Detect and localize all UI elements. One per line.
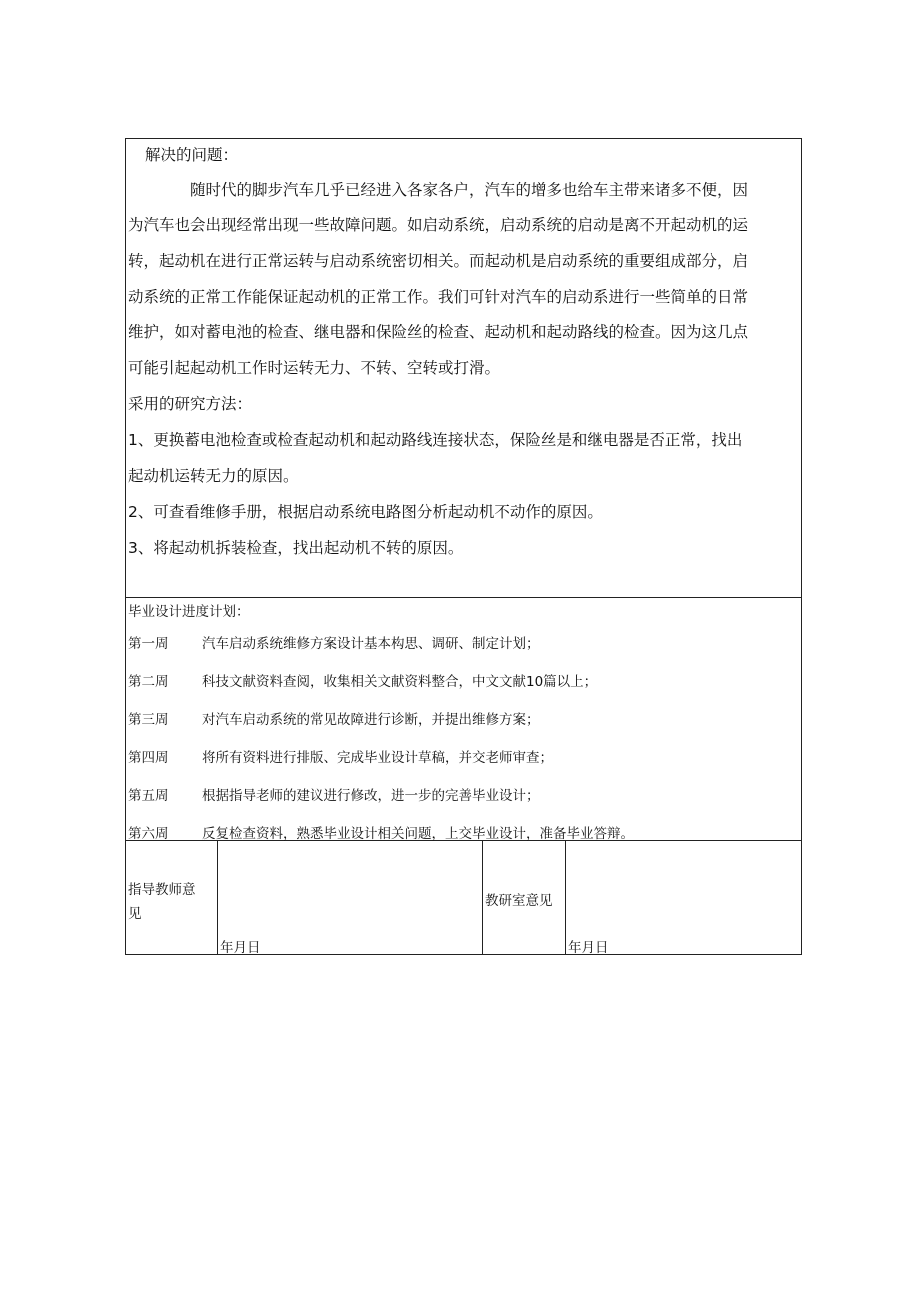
schedule-heading: 毕业设计进度计划：: [128, 604, 250, 620]
method-item-1-cont: 起动机运转无力的原因。: [128, 467, 299, 485]
advisor-opinion-label-cont: 见: [128, 906, 142, 922]
problem-line: 随时代的脚步汽车几乎已经进入各家各户，汽车的增多也给车主带来诸多不便，因: [190, 181, 749, 199]
problem-line: 转，起动机在进行正常运转与启动系统密切相关。而起动机是启动系统的重要组成部分，启: [128, 252, 749, 270]
week-label: 第五周: [128, 788, 169, 804]
week-label: 第三周: [128, 712, 169, 728]
problem-heading: 解决的问题：: [145, 146, 239, 164]
method-item-1: 1、更换蓄电池检查或检查起动机和起动路线连接状态，保险丝是和继电器是否正常，找出: [128, 431, 743, 449]
problem-line: 为汽车也会出现经常出现一些故障问题。如启动系统，启动系统的启动是离不开起动机的运: [128, 216, 749, 234]
advisor-opinion-label: 指导教师意: [128, 882, 196, 898]
problem-line: 可能引起起动机工作时运转无力、不转、空转或打滑。: [128, 359, 501, 377]
dept-date: 年月日: [568, 940, 609, 956]
week-task: 科技文献资料查阅，收集相关文献资料整合，中文文献10篇以上；: [202, 674, 598, 690]
section-divider: [125, 597, 802, 598]
week-task: 根据指导老师的建议进行修改，进一步的完善毕业设计；: [202, 788, 540, 804]
method-heading: 采用的研究方法：: [128, 395, 253, 413]
method-item-2: 2、可查看维修手册，根据启动系统电路图分析起动机不动作的原因。: [128, 503, 603, 521]
week-label: 第二周: [128, 674, 169, 690]
week-label: 第一周: [128, 636, 169, 652]
week-task: 将所有资料进行排版、完成毕业设计草稿，并交老师审查；: [202, 750, 553, 766]
method-item-3: 3、将起动机拆装检查，找出起动机不转的原因。: [128, 539, 464, 557]
week-label: 第四周: [128, 750, 169, 766]
week-task: 汽车启动系统维修方案设计基本构思、调研、制定计划；: [202, 636, 540, 652]
dept-opinion-label: 教研室意见: [485, 893, 553, 909]
week-task: 反复检查资料，熟悉毕业设计相关问题，上交毕业设计，准备毕业答辩。: [202, 826, 634, 842]
column-divider: [565, 840, 566, 955]
problem-line: 维护，如对蓄电池的检查、继电器和保险丝的检查、起动机和起动路线的检查。因为这几点: [128, 323, 749, 341]
column-divider: [217, 840, 218, 955]
column-divider: [482, 840, 483, 955]
week-task: 对汽车启动系统的常见故障进行诊断，并提出维修方案；: [202, 712, 540, 728]
problem-line: 动系统的正常工作能保证起动机的正常工作。我们可针对汽车的启动系进行一些简单的日常: [128, 288, 749, 306]
week-label: 第六周: [128, 826, 169, 842]
advisor-date: 年月日: [220, 940, 261, 956]
